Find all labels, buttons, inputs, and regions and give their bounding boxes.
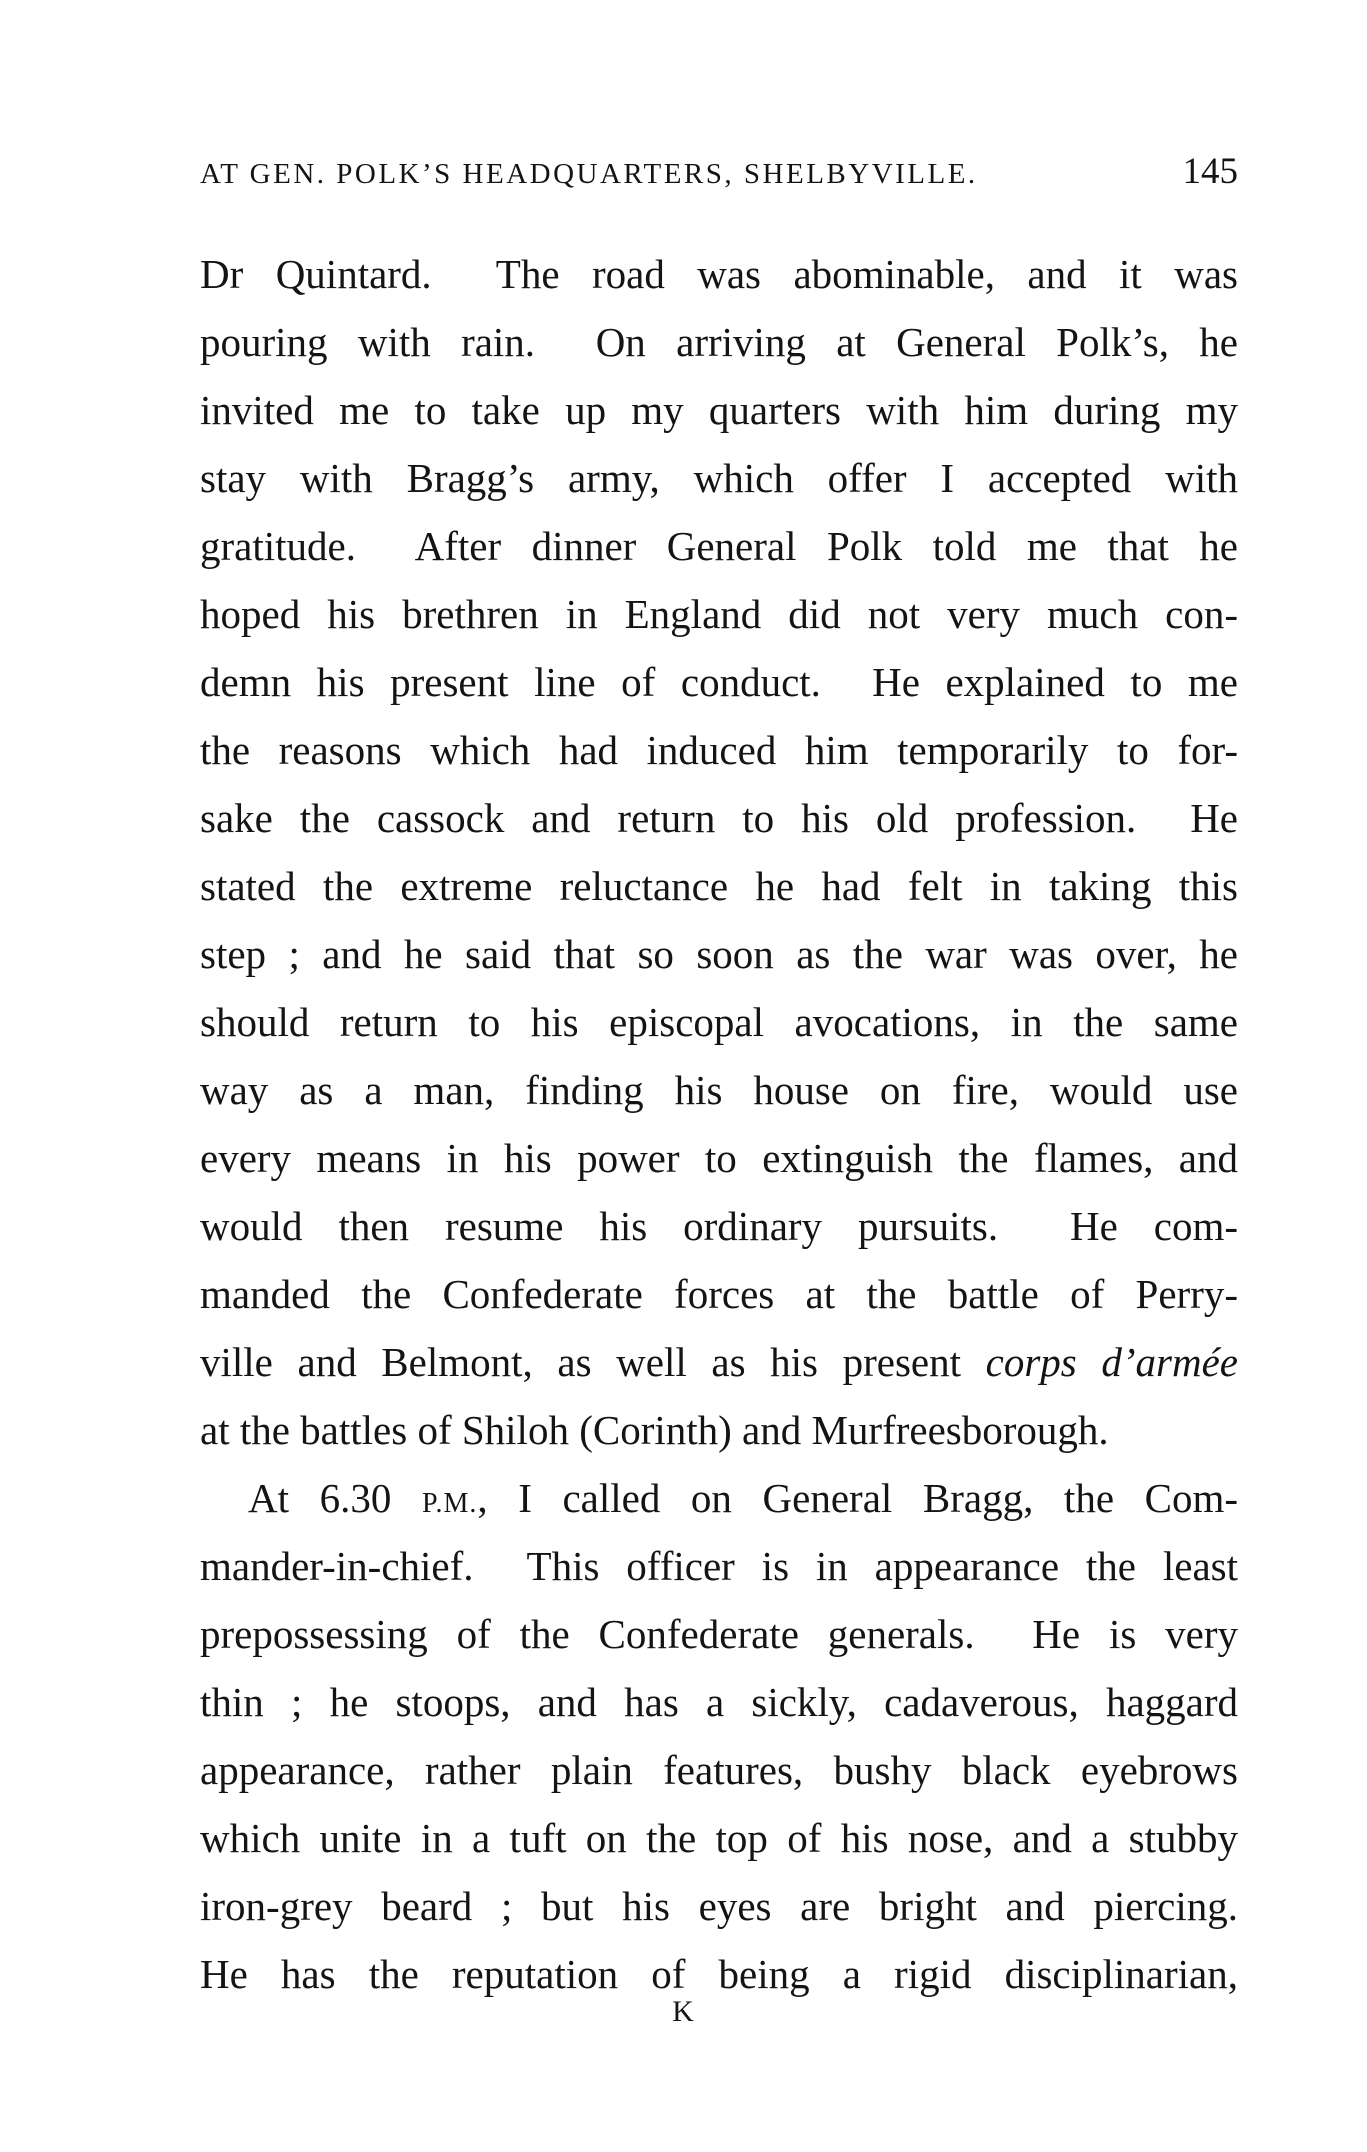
text-line: sake the cassock and return to his old profession. He — [200, 795, 1238, 841]
paragraph-start-line: At 6.30 P.M., I called on General Bragg, the Com- — [248, 1475, 1239, 1521]
text-line: invited me to take up my quarters with him during my — [200, 387, 1238, 433]
text-line: way as a man, finding his house on fire, would use — [200, 1067, 1238, 1113]
text-line: ville and Belmont, as well as his present corps d’armée — [200, 1339, 1238, 1385]
paragraph-end-line: at the battles of Shiloh (Corinth) and Murfreesborough. — [200, 1407, 1109, 1453]
text-line: step ; and he said that so soon as the war was over, he — [200, 931, 1238, 977]
running-title: AT GEN. POLK’S HEADQUARTERS, SHELBYVILLE. — [200, 158, 978, 190]
italic-phrase: corps d’armée — [985, 1339, 1238, 1385]
text-line: demn his present line of conduct. He explained to me — [200, 659, 1238, 705]
text-line: gratitude. After dinner General Polk told me that he — [200, 523, 1238, 569]
text-line: iron-grey beard ; but his eyes are bright and piercing. — [200, 1883, 1238, 1929]
text-line: prepossessing of the Confederate generals. He is very — [200, 1611, 1238, 1657]
text-line: pouring with rain. On arriving at General Polk’s, he — [200, 319, 1238, 365]
text-line: thin ; he stoops, and has a sickly, cadaverous, haggard — [200, 1679, 1238, 1725]
text-line: mander-in-chief. This officer is in appearance the least — [200, 1543, 1238, 1589]
text-line: should return to his episcopal avocations, in the same — [200, 999, 1238, 1045]
text-line: would then resume his ordinary pursuits. He com- — [200, 1203, 1238, 1249]
text-line: which unite in a tuft on the top of his nose, and a stubby — [200, 1815, 1238, 1861]
text-line: stay with Bragg’s army, which offer I accepted with — [200, 455, 1238, 501]
text-line: the reasons which had induced him temporarily to for- — [200, 727, 1238, 773]
page-number: 145 — [1182, 151, 1238, 192]
text-line: every means in his power to extinguish the flames, and — [200, 1135, 1238, 1181]
text-line: appearance, rather plain features, bushy black eyebrows — [200, 1747, 1238, 1793]
text-line: stated the extreme reluctance he had felt in taking this — [200, 863, 1238, 909]
text-line: manded the Confederate forces at the battle of Perry- — [200, 1271, 1238, 1317]
text-line: He has the reputation of being a rigid disciplinarian, — [200, 1951, 1238, 1997]
text-line: Dr Quintard. The road was abominable, and it was — [200, 251, 1238, 297]
running-head — [200, 150, 1238, 190]
signature-mark: K — [672, 1995, 695, 2028]
small-caps-time: P.M. — [421, 1488, 478, 1519]
text-line: hoped his brethren in England did not very much con- — [200, 591, 1238, 637]
body-text — [200, 240, 1238, 2008]
